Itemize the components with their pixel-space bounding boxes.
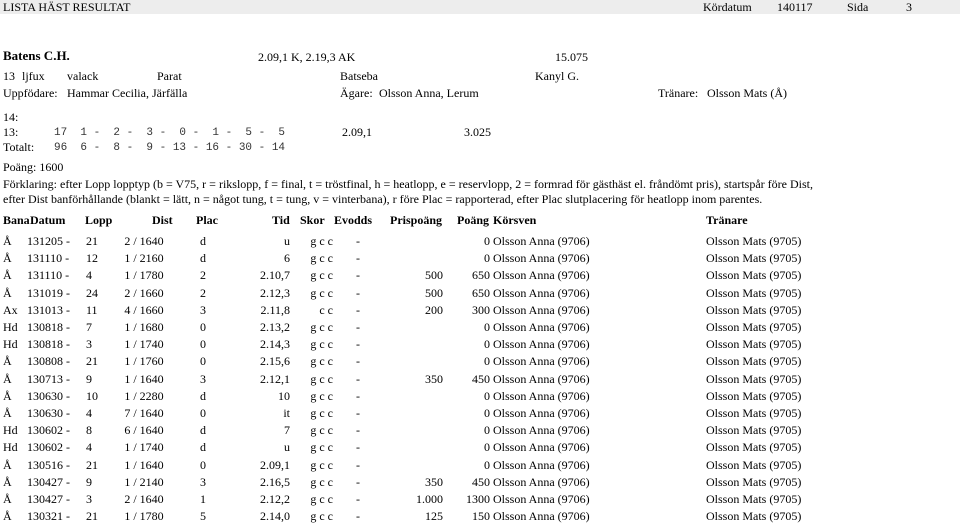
cell-bana: Å xyxy=(3,354,12,369)
cell-dist: 1 / 1640 xyxy=(124,457,164,472)
cell-datum: 130321 - xyxy=(27,509,70,523)
sida-label: Sida xyxy=(847,0,869,14)
cell-plac: 3 xyxy=(200,371,206,386)
cell-evodds: - xyxy=(356,492,360,506)
cell-poang: 1300 xyxy=(466,492,490,506)
cell-datum: 130602 - xyxy=(27,440,70,455)
stats-total-values: 96 6 - 8 - 9 - 13 - 16 - 30 - 14 xyxy=(54,142,286,154)
cell-dist: 2 / 1640 xyxy=(124,492,164,506)
cell-evodds: - xyxy=(356,337,360,352)
cell-datum: 130427 - xyxy=(27,474,70,489)
cell-korsven: Olsson Anna (9706) xyxy=(493,354,590,369)
cell-tranare: Olsson Mats (9705) xyxy=(706,406,802,420)
cell-dist: 1 / 1740 xyxy=(124,337,164,352)
col-header-plac: Plac xyxy=(196,213,218,227)
cell-lopp: 3 xyxy=(86,337,92,352)
cell-evodds: - xyxy=(356,406,360,420)
cell-tranare: Olsson Mats (9705) xyxy=(706,474,802,489)
cell-lopp: 12 xyxy=(86,251,98,266)
cell-lopp: 21 xyxy=(86,457,98,472)
cell-tid: 2.11,8 xyxy=(260,302,290,317)
cell-lopp: 11 xyxy=(86,302,98,317)
breeder-value: Hammar Cecilia, Järfälla xyxy=(67,86,188,100)
cell-evodds: - xyxy=(356,320,360,334)
cell-dist: 1 / 1780 xyxy=(124,509,164,523)
cell-evodds: - xyxy=(356,302,360,317)
col-header-dist: Dist xyxy=(152,213,173,227)
cell-tranare: Olsson Mats (9705) xyxy=(706,457,802,472)
col-header-skor: Skor xyxy=(300,213,325,227)
cell-korsven: Olsson Anna (9706) xyxy=(493,474,590,489)
col-header-lopp: Lopp xyxy=(85,213,113,227)
cell-korsven: Olsson Anna (9706) xyxy=(493,234,590,248)
cell-datum: 130630 - xyxy=(27,406,70,420)
cell-datum: 131110 - xyxy=(27,251,70,266)
cell-poang: 650 xyxy=(472,285,490,300)
cell-poang: 0 xyxy=(484,406,490,420)
cell-dist: 1 / 1780 xyxy=(124,268,164,283)
cell-tid: 7 xyxy=(284,423,290,438)
cell-bana: Å xyxy=(3,285,12,300)
cell-skor: g c c xyxy=(310,492,333,506)
cell-lopp: 4 xyxy=(86,440,92,455)
cell-korsven: Olsson Anna (9706) xyxy=(493,406,590,420)
cell-datum: 130630 - xyxy=(27,388,70,403)
cell-skor: g c c xyxy=(310,354,333,369)
cell-datum: 130427 - xyxy=(27,492,70,506)
stats-13-values: 17 1 - 2 - 3 - 0 - 1 - 5 - 5 xyxy=(54,127,286,139)
horse-name: Batens C.H. xyxy=(3,48,70,63)
cell-bana: Ax xyxy=(3,302,18,317)
cell-evodds: - xyxy=(356,474,360,489)
kordatum-value: 140117 xyxy=(777,0,813,14)
cell-plac: d xyxy=(200,251,206,266)
cell-bana: Å xyxy=(3,509,12,523)
cell-pris: 125 xyxy=(425,509,443,523)
stats-13-record: 2.09,1 xyxy=(342,125,372,139)
cell-korsven: Olsson Anna (9706) xyxy=(493,285,590,300)
cell-tid: 2.10,7 xyxy=(260,268,290,283)
cell-plac: 1 xyxy=(200,492,206,506)
col-header-tid: Tid xyxy=(272,213,290,227)
cell-tranare: Olsson Mats (9705) xyxy=(706,354,802,369)
cell-skor: g c c xyxy=(310,388,333,403)
cell-bana: Hd xyxy=(3,320,18,334)
cell-skor: g c c xyxy=(310,474,333,489)
cell-lopp: 3 xyxy=(86,492,92,506)
cell-poang: 0 xyxy=(484,457,490,472)
cell-tranare: Olsson Mats (9705) xyxy=(706,251,802,266)
cell-evodds: - xyxy=(356,371,360,386)
cell-bana: Hd xyxy=(3,423,18,438)
cell-bana: Å xyxy=(3,457,12,472)
cell-poang: 0 xyxy=(484,423,490,438)
cell-poang: 0 xyxy=(484,388,490,403)
col-header-tranare: Tränare xyxy=(706,213,748,227)
cell-tid: 2.12,2 xyxy=(260,492,290,506)
cell-tid: u xyxy=(284,440,290,455)
cell-bana: Å xyxy=(3,388,12,403)
horse-mother: Batseba xyxy=(340,69,378,83)
owner-label: Ägare: xyxy=(340,86,373,100)
cell-tranare: Olsson Mats (9705) xyxy=(706,320,802,334)
cell-korsven: Olsson Anna (9706) xyxy=(493,509,590,523)
cell-poang: 0 xyxy=(484,440,490,455)
cell-skor: c c xyxy=(319,302,333,317)
cell-tranare: Olsson Mats (9705) xyxy=(706,234,802,248)
horse-earnings: 15.075 xyxy=(555,50,588,64)
cell-lopp: 4 xyxy=(86,268,92,283)
col-header-poang: Poäng xyxy=(457,213,490,227)
horse-age: 13 xyxy=(3,69,15,83)
cell-plac: d xyxy=(200,388,206,403)
cell-datum: 131110 - xyxy=(27,268,70,283)
cell-dist: 2 / 1660 xyxy=(124,285,164,300)
cell-bana: Å xyxy=(3,268,12,283)
cell-datum: 131019 - xyxy=(27,285,70,300)
cell-poang: 450 xyxy=(472,371,490,386)
cell-plac: d xyxy=(200,440,206,455)
cell-datum: 131013 - xyxy=(27,302,70,317)
cell-korsven: Olsson Anna (9706) xyxy=(493,302,590,317)
cell-tid: 2.09,1 xyxy=(260,457,290,472)
cell-plac: 0 xyxy=(200,406,206,420)
parat-label: Parat xyxy=(157,69,182,83)
cell-poang: 150 xyxy=(472,509,490,523)
stats-14-label: 14: xyxy=(3,110,19,124)
cell-plac: d xyxy=(200,423,206,438)
cell-lopp: 4 xyxy=(86,406,92,420)
col-header-bana: Bana xyxy=(3,213,30,227)
horse-gender: valack xyxy=(67,69,99,83)
cell-tranare: Olsson Mats (9705) xyxy=(706,388,802,403)
cell-pris: 1.000 xyxy=(416,492,443,506)
horse-records: 2.09,1 K, 2.19,3 AK xyxy=(258,50,356,64)
cell-pris: 350 xyxy=(425,371,443,386)
cell-lopp: 9 xyxy=(86,371,92,386)
cell-dist: 1 / 2280 xyxy=(124,388,164,403)
cell-korsven: Olsson Anna (9706) xyxy=(493,251,590,266)
cell-evodds: - xyxy=(356,251,360,266)
cell-evodds: - xyxy=(356,388,360,403)
report-title: LISTA HÄST RESULTAT xyxy=(3,0,131,14)
cell-pris: 500 xyxy=(425,268,443,283)
cell-lopp: 8 xyxy=(86,423,92,438)
cell-korsven: Olsson Anna (9706) xyxy=(493,320,590,334)
horse-mother-sire: Kanyl G. xyxy=(535,69,579,83)
cell-tranare: Olsson Mats (9705) xyxy=(706,285,802,300)
cell-evodds: - xyxy=(356,268,360,283)
cell-tranare: Olsson Mats (9705) xyxy=(706,492,802,506)
cell-skor: g c c xyxy=(310,406,333,420)
cell-tranare: Olsson Mats (9705) xyxy=(706,509,802,523)
cell-tid: 2.16,5 xyxy=(260,474,290,489)
cell-plac: 2 xyxy=(200,285,206,300)
cell-plac: 0 xyxy=(200,337,206,352)
stats-total-label: Totalt: xyxy=(3,140,35,154)
cell-evodds: - xyxy=(356,234,360,248)
cell-korsven: Olsson Anna (9706) xyxy=(493,423,590,438)
kordatum-label: Kördatum xyxy=(703,0,752,14)
cell-tid: 10 xyxy=(278,388,290,403)
cell-tid: 2.13,2 xyxy=(260,320,290,334)
cell-plac: 0 xyxy=(200,354,206,369)
cell-tranare: Olsson Mats (9705) xyxy=(706,302,802,317)
col-header-evodds: Evodds xyxy=(334,213,373,227)
cell-lopp: 21 xyxy=(86,354,98,369)
cell-tid: 2.12,3 xyxy=(260,285,290,300)
cell-korsven: Olsson Anna (9706) xyxy=(493,440,590,455)
cell-tranare: Olsson Mats (9705) xyxy=(706,423,802,438)
cell-bana: Hd xyxy=(3,337,18,352)
cell-poang: 300 xyxy=(472,302,490,317)
cell-tid: u xyxy=(284,234,290,248)
cell-evodds: - xyxy=(356,509,360,523)
cell-bana: Å xyxy=(3,234,12,248)
cell-tid: it xyxy=(283,406,290,420)
cell-tid: 2.15,6 xyxy=(260,354,290,369)
cell-dist: 2 / 1640 xyxy=(124,234,164,248)
cell-dist: 1 / 1680 xyxy=(124,320,164,334)
cell-dist: 6 / 1640 xyxy=(124,423,164,438)
cell-plac: 0 xyxy=(200,320,206,334)
stats-13-earnings: 3.025 xyxy=(464,125,491,139)
cell-tid: 2.14,3 xyxy=(260,337,290,352)
cell-lopp: 7 xyxy=(86,320,92,334)
horse-color: ljfux xyxy=(22,69,45,83)
cell-datum: 131205 - xyxy=(27,234,70,248)
owner-value: Olsson Anna, Lerum xyxy=(379,86,479,100)
cell-skor: g c c xyxy=(310,268,333,283)
cell-skor: g c c xyxy=(310,423,333,438)
cell-dist: 7 / 1640 xyxy=(124,406,164,420)
cell-lopp: 21 xyxy=(86,509,98,523)
cell-tid: 2.12,1 xyxy=(260,371,290,386)
cell-bana: Hd xyxy=(3,440,18,455)
sida-value: 3 xyxy=(906,0,912,14)
trainer-value: Olsson Mats (Å) xyxy=(707,86,787,100)
cell-tranare: Olsson Mats (9705) xyxy=(706,337,802,352)
cell-evodds: - xyxy=(356,354,360,369)
cell-lopp: 24 xyxy=(86,285,98,300)
cell-pris: 200 xyxy=(425,302,443,317)
poang-total: Poäng: 1600 xyxy=(3,160,64,174)
cell-plac: 0 xyxy=(200,457,206,472)
cell-pris: 350 xyxy=(425,474,443,489)
cell-dist: 1 / 1640 xyxy=(124,371,164,386)
cell-poang: 0 xyxy=(484,234,490,248)
cell-datum: 130818 - xyxy=(27,337,70,352)
report-header-bar xyxy=(0,0,960,14)
cell-dist: 4 / 1660 xyxy=(124,302,164,317)
cell-lopp: 10 xyxy=(86,388,98,403)
cell-skor: g c c xyxy=(310,440,333,455)
cell-lopp: 9 xyxy=(86,474,92,489)
cell-tid: 2.14,0 xyxy=(260,509,290,523)
cell-lopp: 21 xyxy=(86,234,98,248)
cell-korsven: Olsson Anna (9706) xyxy=(493,268,590,283)
cell-evodds: - xyxy=(356,423,360,438)
cell-dist: 1 / 2140 xyxy=(124,474,164,489)
cell-plac: 5 xyxy=(200,509,206,523)
cell-bana: Å xyxy=(3,492,12,506)
col-header-datum: Datum xyxy=(30,213,66,227)
cell-skor: g c c xyxy=(310,457,333,472)
cell-bana: Å xyxy=(3,371,12,386)
cell-bana: Å xyxy=(3,474,12,489)
cell-pris: 500 xyxy=(425,285,443,300)
cell-bana: Å xyxy=(3,251,12,266)
cell-plac: 2 xyxy=(200,268,206,283)
cell-tranare: Olsson Mats (9705) xyxy=(706,371,802,386)
cell-plac: d xyxy=(200,234,206,248)
cell-skor: g c c xyxy=(310,251,333,266)
cell-korsven: Olsson Anna (9706) xyxy=(493,457,590,472)
cell-korsven: Olsson Anna (9706) xyxy=(493,388,590,403)
cell-evodds: - xyxy=(356,285,360,300)
cell-tranare: Olsson Mats (9705) xyxy=(706,268,802,283)
cell-plac: 3 xyxy=(200,474,206,489)
cell-dist: 1 / 2160 xyxy=(124,251,164,266)
cell-dist: 1 / 1760 xyxy=(124,354,164,369)
col-header-prispoang: Prispoäng xyxy=(390,213,443,227)
cell-skor: g c c xyxy=(310,320,333,334)
cell-evodds: - xyxy=(356,440,360,455)
cell-plac: 3 xyxy=(200,302,206,317)
breeder-label: Uppfödare: xyxy=(3,86,58,100)
cell-datum: 130602 - xyxy=(27,423,70,438)
col-header-korsven: Körsven xyxy=(493,213,537,227)
cell-korsven: Olsson Anna (9706) xyxy=(493,371,590,386)
cell-skor: g c c xyxy=(310,371,333,386)
cell-korsven: Olsson Anna (9706) xyxy=(493,492,590,506)
cell-evodds: - xyxy=(356,457,360,472)
cell-poang: 450 xyxy=(472,474,490,489)
cell-korsven: Olsson Anna (9706) xyxy=(493,337,590,352)
stats-13-label: 13: xyxy=(3,125,19,139)
cell-datum: 130818 - xyxy=(27,320,70,334)
cell-skor: g c c xyxy=(310,234,333,248)
cell-tid: 6 xyxy=(284,251,290,266)
explanation-line-2: efter Dist banförhållande (blankt = lätt, n = något tung, t = tung, v = vinterbana), r före Plac = rapporterad, efter Plac slutplacering för heatlopp inom parentes. xyxy=(3,192,763,206)
cell-dist: 1 / 1740 xyxy=(124,440,164,455)
cell-skor: g c c xyxy=(310,285,333,300)
cell-datum: 130713 - xyxy=(27,371,70,386)
explanation-line-1: Förklaring: efter Lopp lopptyp (b = V75, r = rikslopp, f = final, t = tröstfinal, h = heatlopp, e = reservlopp, 2 = formrad för gästhäst el. fråndömt pris), startspår före Dist, xyxy=(3,177,813,191)
cell-datum: 130516 - xyxy=(27,457,70,472)
cell-poang: 0 xyxy=(484,320,490,334)
cell-tranare: Olsson Mats (9705) xyxy=(706,440,802,455)
cell-poang: 650 xyxy=(472,268,490,283)
cell-skor: g c c xyxy=(310,509,333,523)
cell-poang: 0 xyxy=(484,251,490,266)
cell-datum: 130808 - xyxy=(27,354,70,369)
cell-bana: Å xyxy=(3,406,12,420)
cell-skor: g c c xyxy=(310,337,333,352)
trainer-label: Tränare: xyxy=(658,86,699,100)
cell-poang: 0 xyxy=(484,337,490,352)
cell-poang: 0 xyxy=(484,354,490,369)
